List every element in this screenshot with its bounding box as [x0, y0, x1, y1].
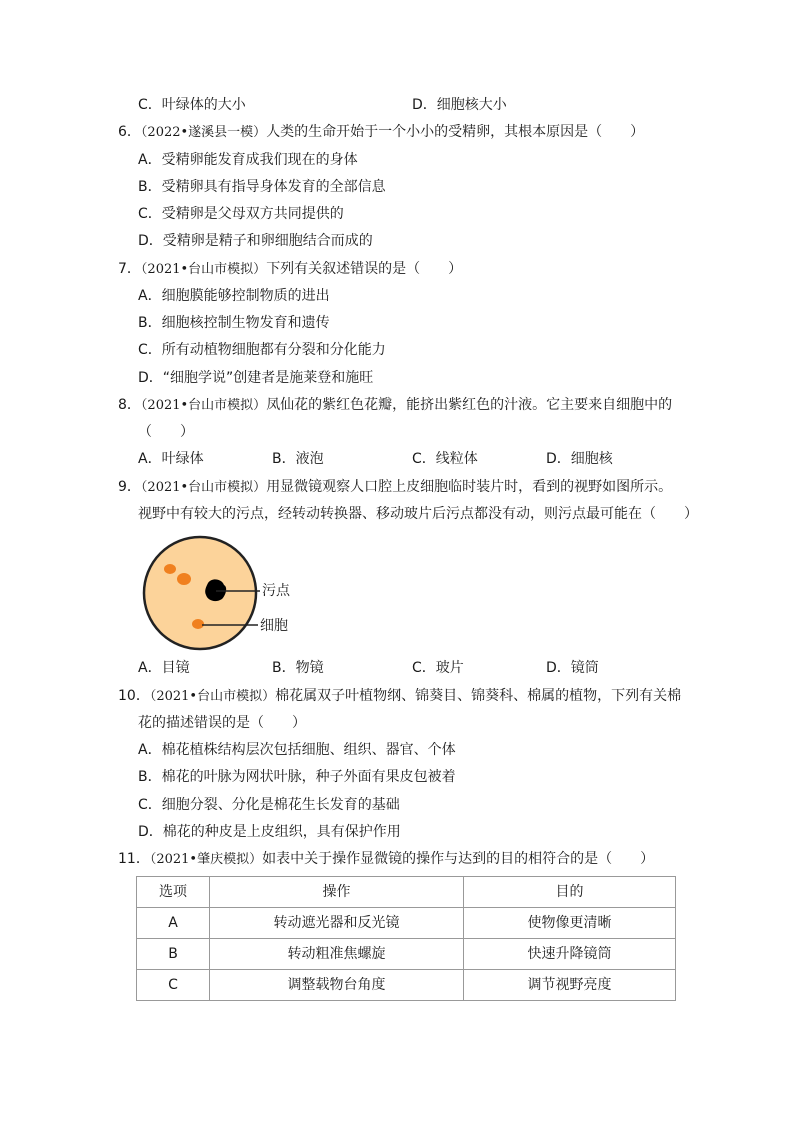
q7-option-d: D．“细胞学说”创建者是施莱登和施旺 [138, 370, 374, 386]
q8-stem [118, 395, 672, 416]
q8-option-b: B．液泡 [272, 451, 324, 467]
table-header-cell: 操作 [210, 877, 464, 908]
table-cell: 使物像更清晰 [464, 908, 676, 939]
q10-stem [118, 686, 681, 707]
q8-option-c: C．线粒体 [412, 451, 478, 467]
q11-source: （2021•肇庆模拟） [149, 852, 263, 867]
q8-option-d: D．细胞核 [546, 451, 613, 467]
q7-source: （2021•台山市模拟） [140, 262, 267, 277]
q10-stem-continued: 花的描述错误的是（ ） [138, 715, 306, 731]
q9-number: 9． [118, 479, 141, 495]
q8-text: 凤仙花的紫红色花瓣，能挤出紫红色的汁液。它主要来自细胞中的 [266, 397, 673, 413]
q6-stem [118, 122, 644, 143]
cell-2 [177, 573, 191, 585]
q9-option-d: D．镜筒 [546, 660, 599, 676]
table-cell: 快速升降镜筒 [464, 939, 676, 970]
table-cell: C [137, 970, 210, 1001]
figure-label-cell: 细胞 [260, 618, 288, 634]
q9-option-b: B．物镜 [272, 660, 324, 676]
table-cell: 调整载物台角度 [210, 970, 464, 1001]
q9-stem-continued: 视野中有较大的污点，经转动转换器、移动玻片后污点都没有动，则污点最可能在（ ） [138, 506, 698, 522]
q9-text: 用显微镜观察人口腔上皮细胞临时装片时，看到的视野如图所示。 [266, 479, 673, 495]
q11-table [136, 876, 676, 1001]
cell-1 [164, 564, 176, 574]
q7-text: 下列有关叙述错误的是（ ） [266, 261, 463, 277]
q6-option-a: A．受精卵能发育成我们现在的身体 [138, 152, 358, 168]
q6-source: （2022•遂溪县一模） [140, 125, 267, 140]
q11-text: 如表中关于操作显微镜的操作与达到的目的相符合的是（ ） [262, 851, 655, 867]
q10-option-d: D．棉花的种皮是上皮组织，具有保护作用 [138, 824, 401, 840]
q10-number: 10． [118, 688, 150, 704]
table-row [137, 939, 676, 970]
q8-number: 8． [118, 397, 141, 413]
table-row [137, 908, 676, 939]
q6-option-d: D．受精卵是精子和卵细胞结合而成的 [138, 233, 373, 249]
table-header-cell: 目的 [464, 877, 676, 908]
q10-source: （2021•台山市模拟） [149, 689, 276, 704]
q10-option-c: C．细胞分裂、分化是棉花生长发育的基础 [138, 797, 400, 813]
table-cell: 转动粗准焦螺旋 [210, 939, 464, 970]
q7-stem [118, 259, 462, 280]
field-of-view-circle [144, 537, 256, 649]
table-row [137, 970, 676, 1001]
cell-3 [192, 619, 204, 629]
q11-stem [118, 849, 654, 870]
q8-stem-continued: （ ） [138, 424, 194, 440]
table-cell: 调节视野亮度 [464, 970, 676, 1001]
q7-option-a: A．细胞膜能够控制物质的进出 [138, 288, 330, 304]
table-cell: B [137, 939, 210, 970]
q8-option-a: A．叶绿体 [138, 451, 204, 467]
q6-option-b: B．受精卵具有指导身体发育的全部信息 [138, 179, 386, 195]
q9-source: （2021•台山市模拟） [140, 480, 267, 495]
q10-option-a: A．棉花植株结构层次包括细胞、组织、器官、个体 [138, 742, 456, 758]
q9-option-c: C．玻片 [412, 660, 464, 676]
q10-text: 棉花属双子叶植物纲、锦葵目、锦葵科、棉属的植物，下列有关棉 [275, 688, 682, 704]
q5-option-c: C．叶绿体的大小 [138, 97, 246, 113]
q5-option-d: D．细胞核大小 [412, 97, 507, 113]
q8-source: （2021•台山市模拟） [140, 398, 267, 413]
q11-number: 11． [118, 851, 150, 867]
table-cell: A [137, 908, 210, 939]
q6-text: 人类的生命开始于一个小小的受精卵，其根本原因是（ ） [266, 124, 645, 140]
q6-option-c: C．受精卵是父母双方共同提供的 [138, 206, 344, 222]
q9-option-a: A．目镜 [138, 660, 190, 676]
table-header-row [137, 877, 676, 908]
table-cell: 转动遮光器和反光镜 [210, 908, 464, 939]
table-header-cell: 选项 [137, 877, 210, 908]
q9-stem [118, 477, 672, 498]
q7-number: 7． [118, 261, 141, 277]
q7-option-c: C．所有动植物细胞都有分裂和分化能力 [138, 342, 386, 358]
figure-label-spot: 污点 [262, 583, 290, 599]
q10-option-b: B．棉花的叶脉为网状叶脉，种子外面有果皮包被着 [138, 769, 456, 785]
q6-number: 6． [118, 124, 141, 140]
q7-option-b: B．细胞核控制生物发育和遗传 [138, 315, 330, 331]
